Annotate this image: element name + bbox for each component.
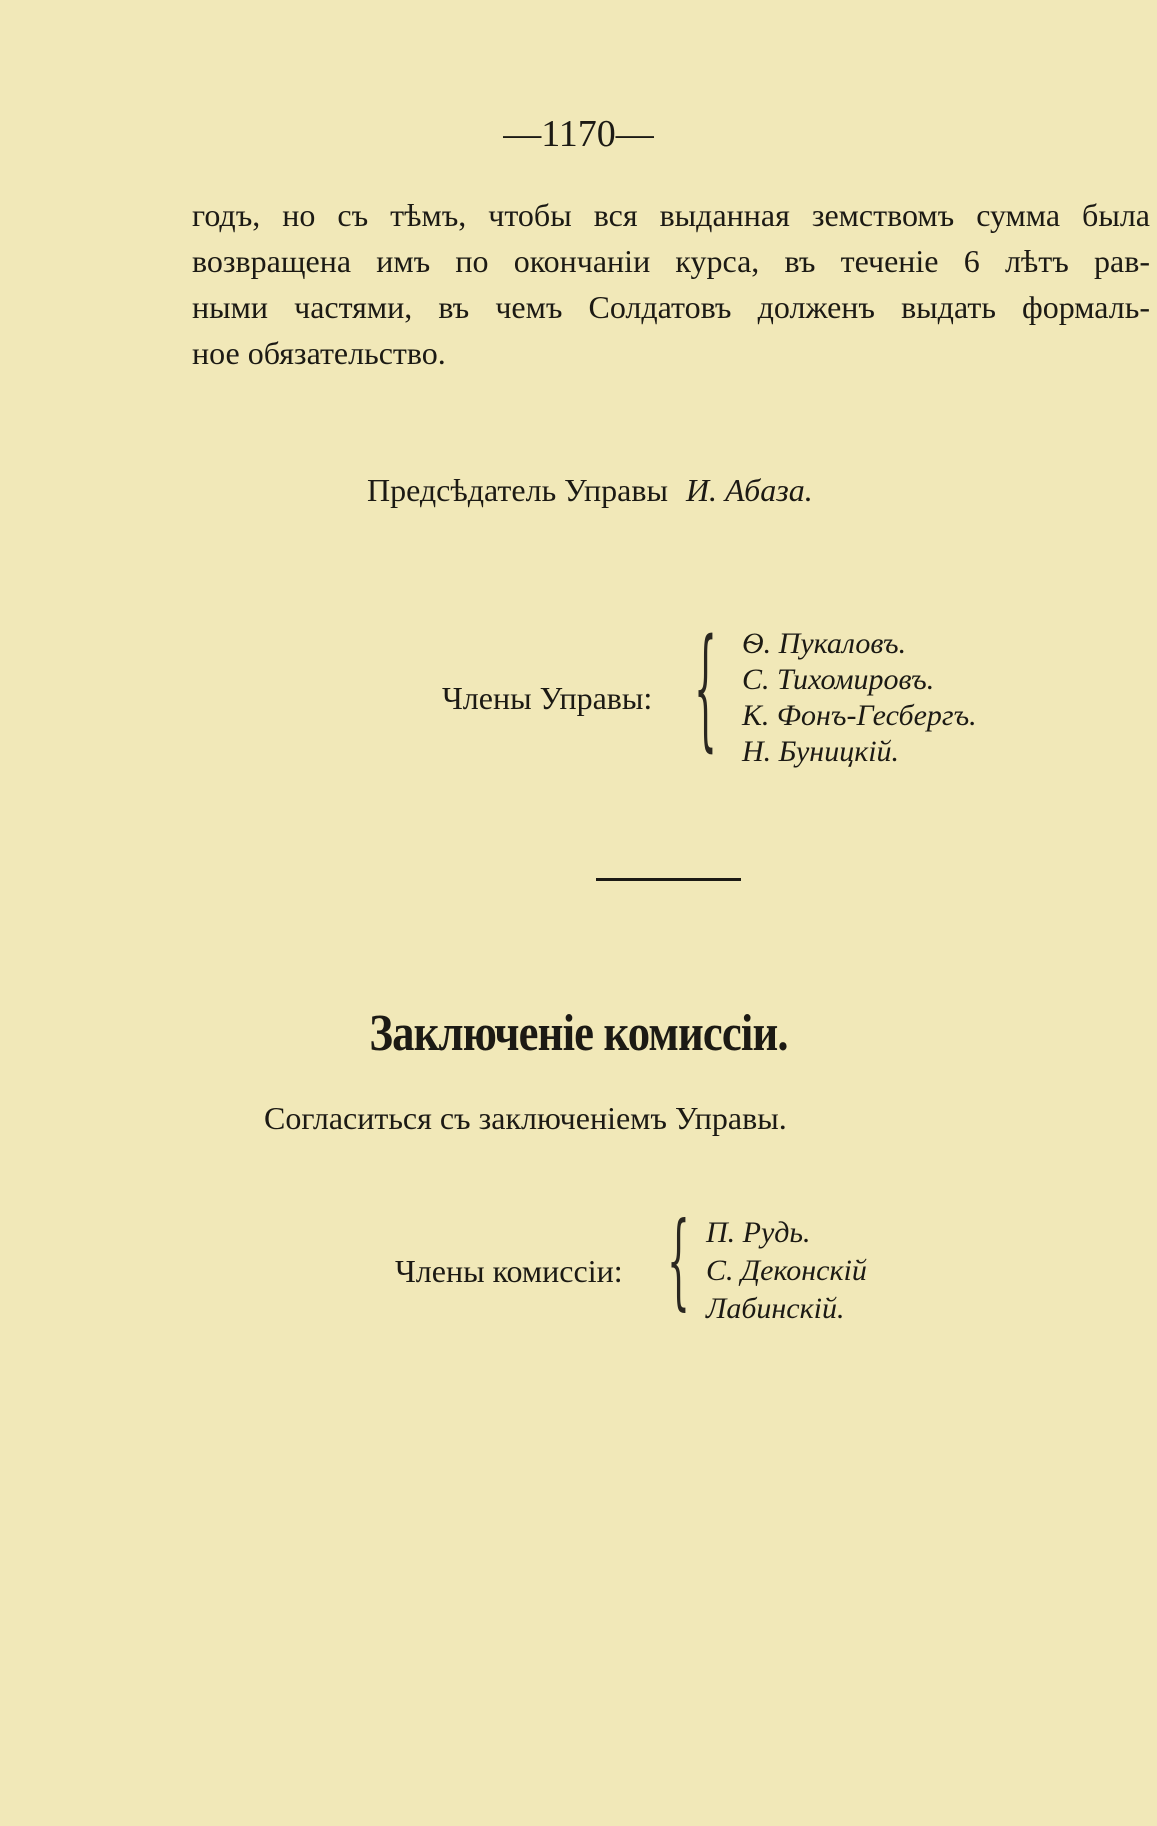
chairman-signature: И. Абаза. <box>685 472 813 508</box>
commission-conclusion: Согласиться съ заключеніемъ Управы. <box>264 1100 787 1136</box>
chairman-label: Предсѣдатель Управы <box>367 472 668 508</box>
board-members-label: Члены Управы: <box>442 680 653 716</box>
left-brace-icon: { <box>667 1202 690 1322</box>
paragraph-line: возвращена имъ по окончаніи курса, въ теченіе 6 лѣтъ рав- <box>192 243 1150 279</box>
board-member-signature: Ѳ. Пукаловъ. <box>742 627 907 660</box>
board-member-signature: Н. Буницкій. <box>742 735 900 768</box>
paragraph-line: годъ, но съ тѣмъ, чтобы вся выданная земствомъ сумма была <box>192 197 1150 233</box>
section-divider <box>596 878 741 881</box>
paragraph-line: ное обязательство. <box>192 335 446 371</box>
commission-member-signature: С. Деконскій <box>706 1254 867 1287</box>
commission-member-signature: Лабинскій. <box>706 1292 845 1325</box>
body-paragraph <box>192 192 1154 376</box>
paragraph-line: ными частями, въ чемъ Солдатовъ долженъ выдать формаль- <box>192 289 1150 325</box>
left-brace-icon: { <box>694 614 717 766</box>
page-number: —1170— <box>503 113 654 155</box>
chairman-signature-block <box>367 472 813 509</box>
commission-member-signature: П. Рудь. <box>706 1216 811 1249</box>
commission-members-label: Члены комиссіи: <box>395 1253 623 1289</box>
commission-members-signatures <box>706 1214 867 1328</box>
board-members-signatures <box>742 626 977 770</box>
commission-title: Заключеніе комиссіи. <box>369 1005 788 1062</box>
board-member-signature: С. Тихомировъ. <box>742 663 935 696</box>
board-member-signature: К. Фонъ-Гесбергъ. <box>742 699 977 732</box>
